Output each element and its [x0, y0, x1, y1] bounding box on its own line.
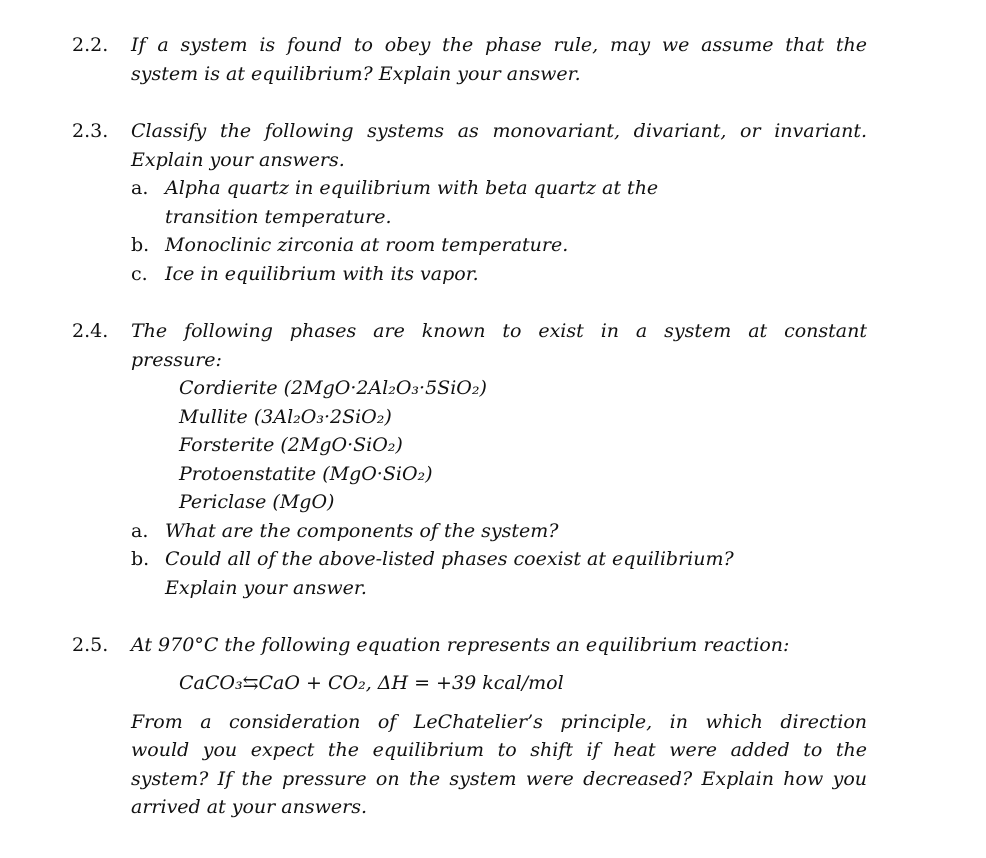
text-line: Explain your answers.: [131, 148, 345, 171]
text-line: Alpha quartz in equilibrium with beta quartz at the: [165, 177, 659, 199]
phase-list: [131, 374, 867, 517]
text-line: Explain your answer.: [165, 576, 367, 599]
sub-letter: b.: [131, 548, 150, 570]
text-line: transition temperature.: [165, 205, 392, 228]
text-line: Could all of the above-listed phases coexist at equilibrium?: [165, 548, 734, 570]
sub-letter: a.: [131, 519, 149, 542]
problem-text: [131, 31, 867, 88]
problem-number: 2.4.: [72, 320, 109, 342]
text-line: At 970°C the following equation represents an equilibrium reaction:: [131, 634, 790, 656]
problem-text: [131, 117, 867, 288]
equilibrium-equation: CaCO₃⇆CaO + CO₂, ΔH = +39 kcal/mol: [179, 671, 564, 694]
problem-text: [131, 317, 867, 602]
problem-number: 2.2.: [72, 34, 109, 56]
text-line: Ice in equilibrium with its vapor.: [165, 262, 479, 285]
text-line: If a system is found to obey the phase rule, may we assume that the: [131, 34, 867, 56]
problem-number: 2.3.: [72, 120, 109, 142]
sub-question-a: [131, 174, 867, 231]
phase-cordierite: Cordierite (2MgO·2Al₂O₃·5SiO₂): [179, 377, 487, 399]
problem-text: [131, 631, 867, 822]
text-line: would you expect the equilibrium to shift if heat were added to the: [131, 739, 867, 761]
text-line: pressure:: [131, 348, 222, 371]
sub-letter: c.: [131, 262, 148, 285]
sub-question-c: [131, 260, 867, 289]
phase-periclase: Periclase (MgO): [179, 491, 335, 513]
phase-mullite: Mullite (3Al₂O₃·2SiO₂): [179, 405, 392, 428]
text-line: What are the components of the system?: [165, 519, 559, 542]
text-line: system is at equilibrium? Explain your answer.: [131, 62, 581, 85]
phase-protoenstatite: Protoenstatite (MgO·SiO₂): [179, 462, 433, 485]
text-line: arrived at your answers.: [131, 796, 367, 818]
sub-question-a: [131, 517, 867, 546]
sub-question-b: [131, 545, 867, 602]
sub-question-b: [131, 231, 867, 260]
text-line: system? If the pressure on the system were decreased? Explain how you: [131, 767, 867, 790]
text-line: Monoclinic zirconia at room temperature.: [165, 234, 569, 256]
sub-letter: a.: [131, 177, 149, 199]
phase-forsterite: Forsterite (2MgO·SiO₂): [179, 434, 403, 456]
text-line: The following phases are known to exist in a system at constant: [131, 320, 867, 342]
problem-number: 2.5.: [72, 634, 109, 656]
text-line: Classify the following systems as monovariant, divariant, or invariant.: [131, 120, 867, 142]
text-line: From a consideration of LeChatelier’s principle, in which direction: [131, 710, 867, 733]
sub-letter: b.: [131, 234, 150, 256]
